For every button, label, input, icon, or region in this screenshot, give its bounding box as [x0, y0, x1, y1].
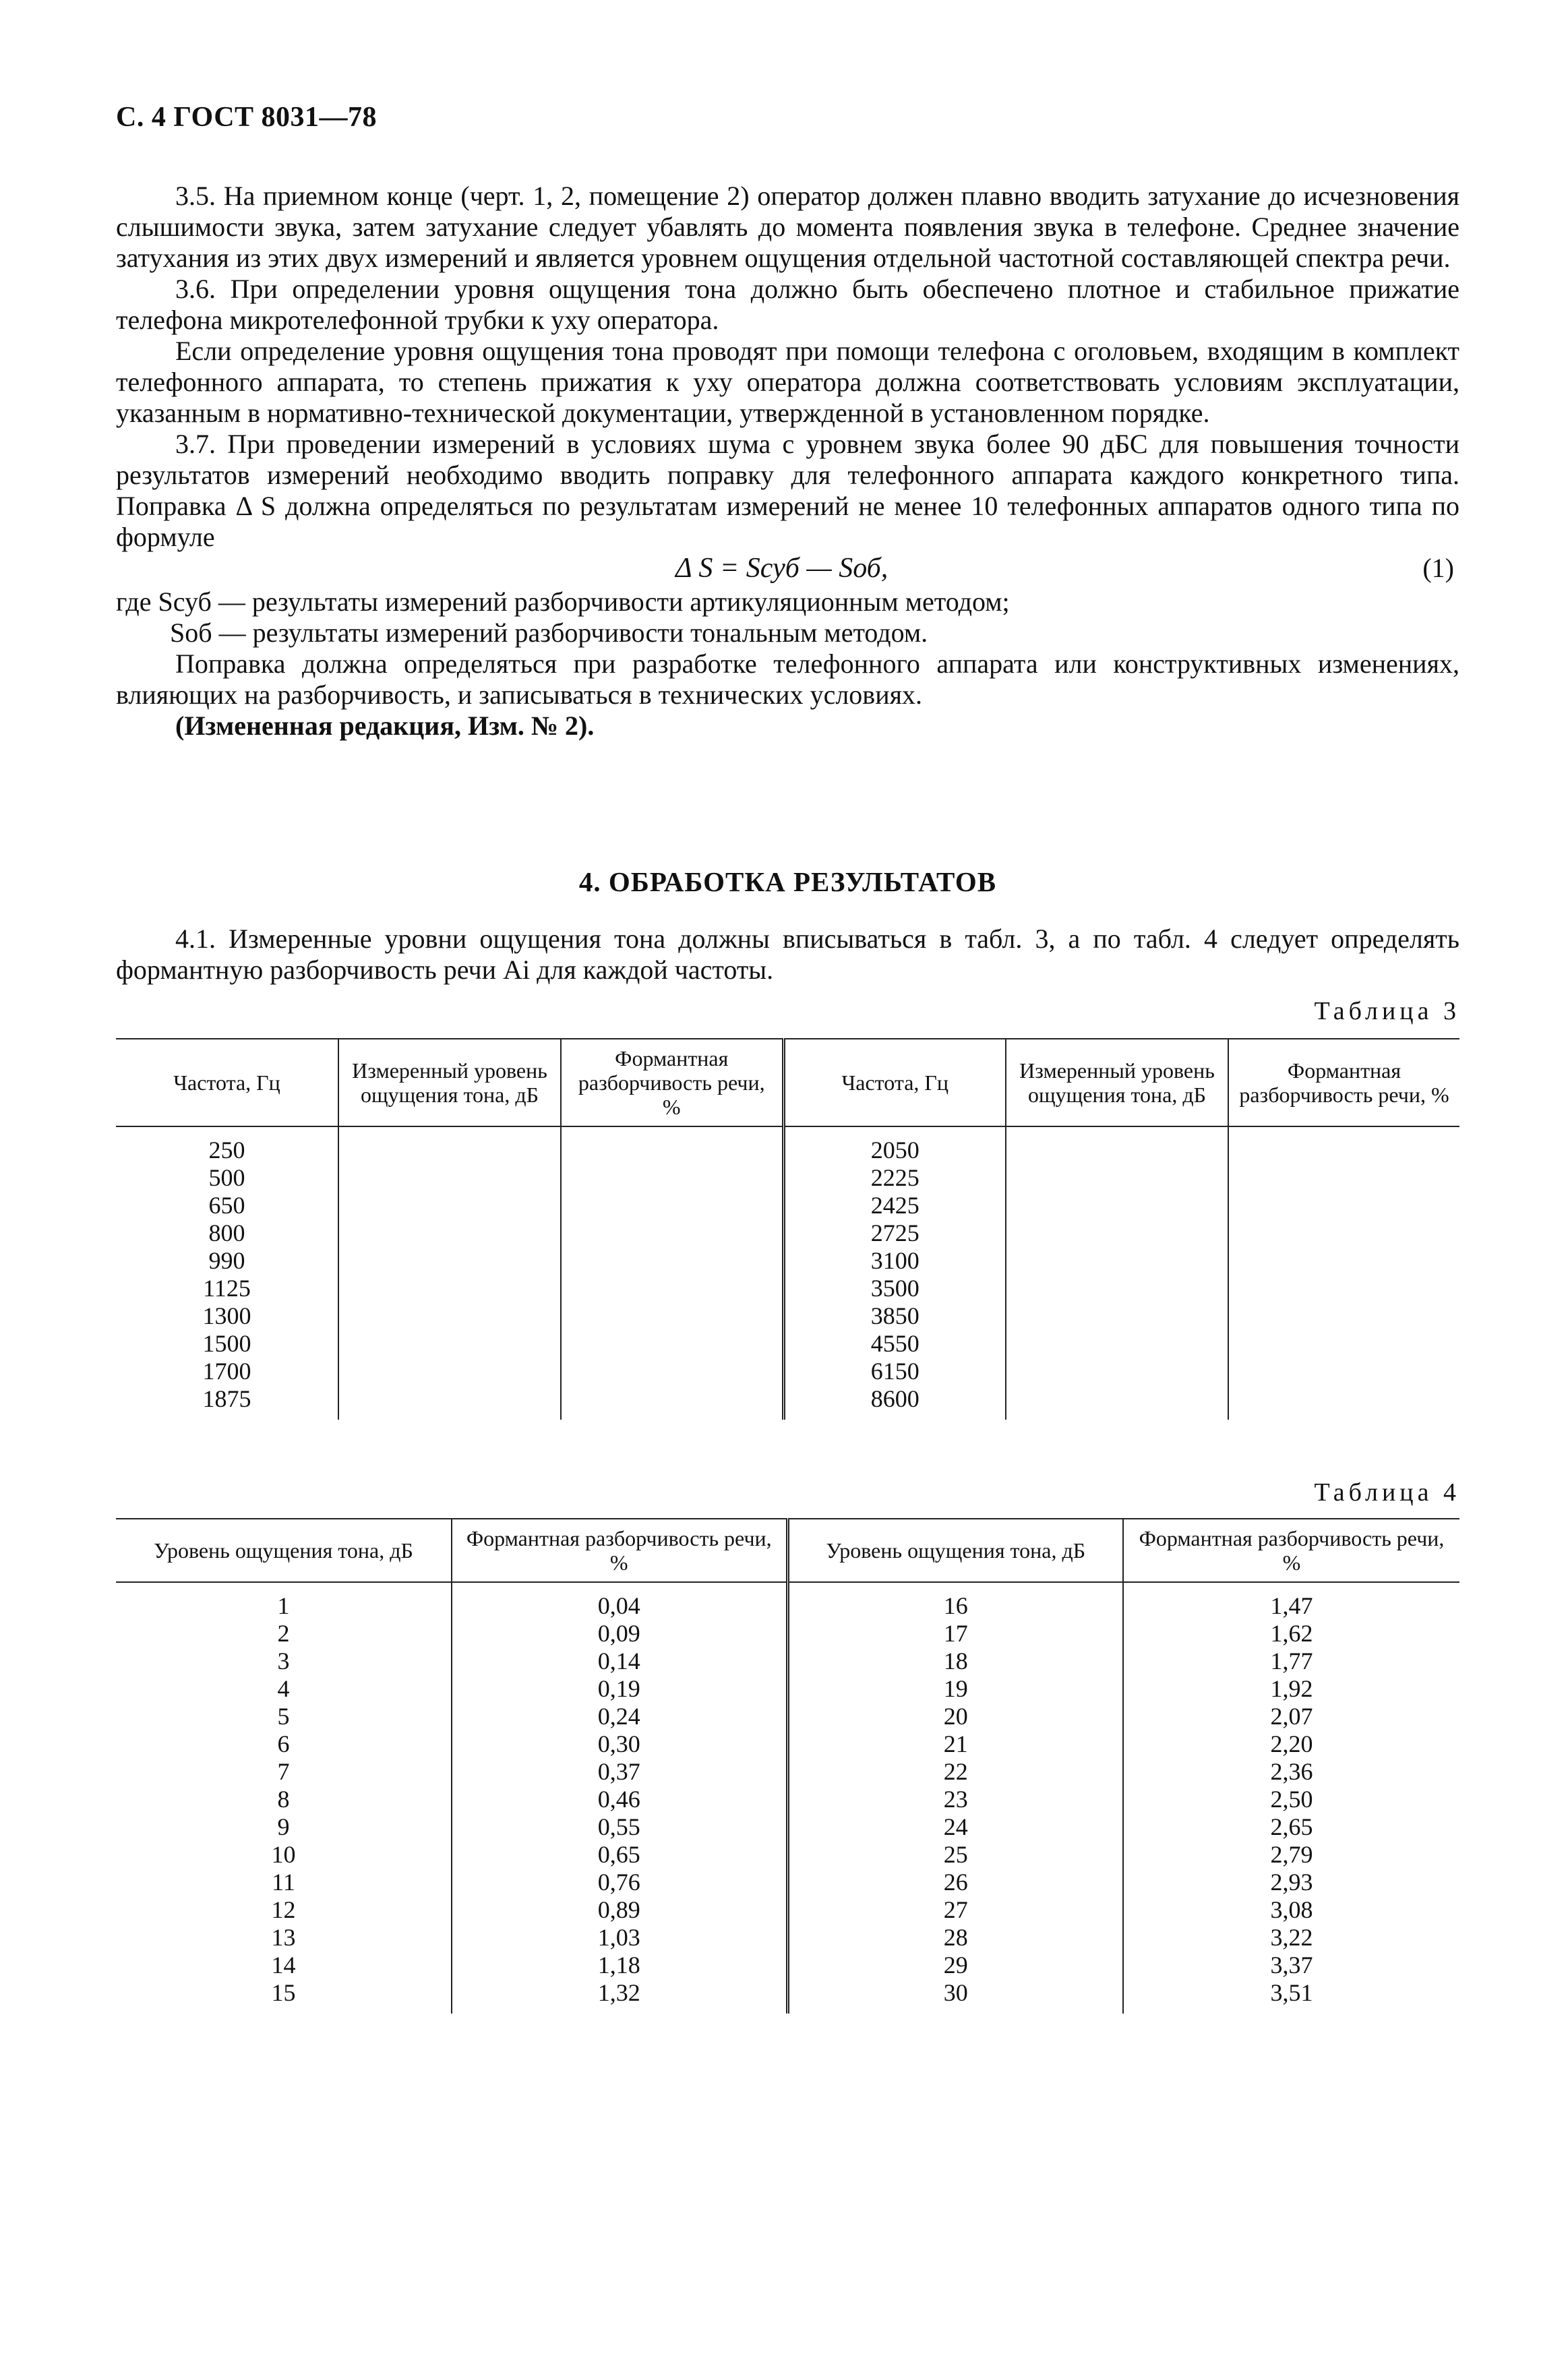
- table-cell: [338, 1275, 561, 1302]
- table-row: [116, 1647, 1459, 1675]
- table-4: [116, 1518, 1459, 2014]
- table-cell: [561, 1385, 783, 1420]
- table-3-header-row: [116, 1039, 1459, 1126]
- table-row: [116, 1703, 1459, 1730]
- table-cell: [338, 1192, 561, 1219]
- table-cell: 1500: [202, 1330, 251, 1357]
- where-line-1: где Sсуб — результаты измерений разборчивости артикуляционным методом;: [116, 586, 1010, 617]
- table-cell: [338, 1126, 561, 1164]
- table-cell: 22: [787, 1758, 1123, 1786]
- table-cell: 3850: [783, 1302, 1006, 1330]
- table-cell: 0,14: [452, 1647, 787, 1675]
- table-cell: [1006, 1192, 1228, 1219]
- table-cell: 0,19: [452, 1675, 787, 1703]
- table-cell: 1875: [202, 1385, 251, 1412]
- table-cell: [1228, 1192, 1459, 1219]
- paragraph-3-6-continued: Если определение уровня ощущения тона проводят при помощи телефона с оголовьем, входящим в комплект телефонного аппарата, то степень прижатия к уху оператора должна соответствовать условиям эксплуатации, указанным в нормативно-технической документации, утвержденной в установленном порядке.: [116, 336, 1459, 428]
- table-cell: 25: [787, 1841, 1123, 1869]
- table-cell: [338, 1330, 561, 1358]
- table-cell: 3,08: [1123, 1896, 1459, 1924]
- paragraph-3-7-continued: Поправка должна определяться при разработке телефонного аппарата или конструктивных изменениях, влияющих на разборчивость, и записываться в технических условиях.: [116, 648, 1459, 710]
- table-cell: 4: [277, 1675, 290, 1702]
- table-cell: 3500: [783, 1275, 1006, 1302]
- table-cell: [1006, 1302, 1228, 1330]
- table-cell: [1228, 1126, 1459, 1164]
- table-3-header-cell: Частота, Гц: [116, 1039, 338, 1126]
- table-cell: 0,24: [452, 1703, 787, 1730]
- table-cell: 1125: [203, 1275, 251, 1302]
- table-row: [116, 1813, 1459, 1841]
- table-cell: [1228, 1385, 1459, 1420]
- table-cell: 15: [271, 1979, 296, 2006]
- table-cell: 2,65: [1123, 1813, 1459, 1841]
- table-cell: 9: [277, 1813, 290, 1840]
- table-cell: 23: [787, 1786, 1123, 1813]
- table-cell: 1,47: [1123, 1582, 1459, 1620]
- table-cell: 2425: [783, 1192, 1006, 1219]
- paragraph-3-7: 3.7. При проведении измерений в условиях шума с уровнем звука более 90 дБС для повышения точности результатов измерений необходимо вводить поправку для телефонного аппарата каждого конкретного типа. Поправка Δ S должна определяться по результатам измерений не менее 10 телефонных аппаратов одного типа по формуле: [116, 429, 1459, 552]
- table-cell: 1,77: [1123, 1647, 1459, 1675]
- table-4-header-cell: Уровень ощущения тона, дБ: [787, 1519, 1123, 1582]
- table-cell: [1228, 1358, 1459, 1385]
- section-3-text: [116, 181, 1459, 742]
- table-cell: 2,93: [1123, 1869, 1459, 1896]
- table-cell: [338, 1247, 561, 1275]
- table-cell: 8600: [783, 1385, 1006, 1420]
- table-row: [116, 1675, 1459, 1703]
- table-cell: 0,37: [452, 1758, 787, 1786]
- table-cell: 6150: [783, 1358, 1006, 1385]
- table-cell: 12: [271, 1896, 296, 1923]
- table-row: [116, 1620, 1459, 1647]
- table-cell: [1006, 1126, 1228, 1164]
- amendment-note: (Измененная редакция, Изм. № 2).: [175, 711, 595, 741]
- table-cell: [1228, 1247, 1459, 1275]
- table-cell: 1: [277, 1592, 290, 1619]
- table-row: [116, 1358, 1459, 1385]
- table-row: [116, 1924, 1459, 1952]
- table-row: [116, 1841, 1459, 1869]
- table-cell: 24: [787, 1813, 1123, 1841]
- table-cell: 500: [208, 1164, 245, 1191]
- table-row: [116, 1330, 1459, 1358]
- table-3-header-cell: Формантная разборчивость речи, %: [561, 1039, 783, 1126]
- table-cell: 11: [272, 1869, 295, 1896]
- table-cell: [338, 1358, 561, 1385]
- table-row: [116, 1385, 1459, 1420]
- table-cell: 1,62: [1123, 1620, 1459, 1647]
- table-cell: [338, 1219, 561, 1247]
- table-cell: 1,32: [452, 1979, 787, 2014]
- table-cell: 2225: [783, 1164, 1006, 1192]
- table-cell: 3100: [783, 1247, 1006, 1275]
- table-cell: [561, 1126, 783, 1164]
- table-row: [116, 1247, 1459, 1275]
- table-row: [116, 1896, 1459, 1924]
- table-cell: 250: [208, 1137, 245, 1163]
- table-cell: 2,07: [1123, 1703, 1459, 1730]
- table-cell: 0,89: [452, 1896, 787, 1924]
- table-cell: 2725: [783, 1219, 1006, 1247]
- paragraph-3-6: 3.6. При определении уровня ощущения тона должно быть обеспечено плотное и стабильное прижатие телефона микротелефонной трубки к уху оператора.: [116, 274, 1459, 335]
- table-cell: 1300: [202, 1302, 251, 1329]
- table-cell: 2: [277, 1620, 290, 1647]
- table-row: [116, 1126, 1459, 1164]
- section-4-title: 4. ОБРАБОТКА РЕЗУЛЬТАТОВ: [578, 866, 997, 897]
- table-cell: [1006, 1247, 1228, 1275]
- table-row: [116, 1164, 1459, 1192]
- table-cell: 800: [208, 1219, 245, 1246]
- table-cell: [1228, 1164, 1459, 1192]
- table-cell: 4550: [783, 1330, 1006, 1358]
- table-4-header-row: [116, 1519, 1459, 1582]
- table-row: [116, 1582, 1459, 1620]
- table-cell: [561, 1330, 783, 1358]
- table-cell: 8: [277, 1786, 290, 1813]
- table-cell: 0,09: [452, 1620, 787, 1647]
- table-cell: [1006, 1358, 1228, 1385]
- table-cell: [1006, 1330, 1228, 1358]
- table-cell: 650: [208, 1192, 245, 1219]
- table-cell: 3,37: [1123, 1952, 1459, 1979]
- table-cell: 30: [787, 1979, 1123, 2014]
- table-cell: [561, 1275, 783, 1302]
- table-row: [116, 1275, 1459, 1302]
- table-cell: [561, 1358, 783, 1385]
- table-4-header-cell: Формантная разборчивость речи, %: [452, 1519, 787, 1582]
- where-line-2: Sоб — результаты измерений разборчивости тональным методом.: [170, 617, 928, 648]
- table-3-body: [116, 1126, 1459, 1420]
- table-cell: [1006, 1275, 1228, 1302]
- table-cell: [1228, 1330, 1459, 1358]
- table-row: [116, 1869, 1459, 1896]
- table-cell: 16: [787, 1582, 1123, 1620]
- table-row: [116, 1219, 1459, 1247]
- table-3-header-cell: Частота, Гц: [783, 1039, 1006, 1126]
- formula-line: [116, 553, 1459, 586]
- table-4-header-cell: Уровень ощущения тона, дБ: [116, 1519, 452, 1582]
- table-row: [116, 1730, 1459, 1758]
- table-4-caption: Таблица 4: [1314, 1478, 1460, 1507]
- table-cell: 19: [787, 1675, 1123, 1703]
- table-cell: 18: [787, 1647, 1123, 1675]
- table-3-header-cell: Формантная разборчивость речи, %: [1228, 1039, 1459, 1126]
- table-cell: 0,04: [452, 1582, 787, 1620]
- table-cell: [1228, 1219, 1459, 1247]
- table-4-header-cell: Формантная разборчивость речи, %: [1123, 1519, 1459, 1582]
- table-4-body: [116, 1582, 1459, 2014]
- table-cell: 2,50: [1123, 1786, 1459, 1813]
- table-cell: [338, 1164, 561, 1192]
- table-cell: 0,55: [452, 1813, 787, 1841]
- table-cell: 29: [787, 1952, 1123, 1979]
- table-cell: 2,79: [1123, 1841, 1459, 1869]
- table-cell: [561, 1192, 783, 1219]
- formula-number: (1): [1422, 553, 1454, 583]
- table-cell: 3,22: [1123, 1924, 1459, 1952]
- paragraph-4-1: 4.1. Измеренные уровни ощущения тона должны вписываться в табл. 3, а по табл. 4 следует определять формантную разборчивость речи Ai для каждой частоты.: [116, 924, 1459, 985]
- table-cell: [561, 1302, 783, 1330]
- table-cell: 21: [787, 1730, 1123, 1758]
- table-cell: 13: [271, 1924, 296, 1951]
- table-row: [116, 1786, 1459, 1813]
- table-row: [116, 1979, 1459, 2014]
- page-header: С. 4 ГОСТ 8031—78: [116, 102, 378, 133]
- table-cell: [338, 1385, 561, 1420]
- table-cell: 28: [787, 1924, 1123, 1952]
- table-cell: 7: [277, 1758, 290, 1785]
- paragraph-3-5: 3.5. На приемном конце (черт. 1, 2, помещение 2) оператор должен плавно вводить затухание до исчезновения слышимости звука, затем затухание следует убавлять до момента появления звука в телефоне. Среднее значение затухания из этих двух измерений и является уровнем ощущения отдельной частотной составляющей спектра речи.: [116, 181, 1459, 273]
- table-row: [116, 1302, 1459, 1330]
- table-cell: 2,20: [1123, 1730, 1459, 1758]
- table-cell: 0,76: [452, 1869, 787, 1896]
- table-cell: 5: [277, 1703, 290, 1730]
- table-cell: [561, 1247, 783, 1275]
- table-3: [116, 1038, 1459, 1420]
- table-cell: 26: [787, 1869, 1123, 1896]
- table-cell: 1700: [202, 1358, 251, 1385]
- table-cell: 6: [277, 1730, 290, 1757]
- table-cell: 990: [208, 1247, 245, 1274]
- table-cell: 0,46: [452, 1786, 787, 1813]
- table-cell: 20: [787, 1703, 1123, 1730]
- table-cell: 1,92: [1123, 1675, 1459, 1703]
- table-cell: [1006, 1385, 1228, 1420]
- table-cell: [1006, 1219, 1228, 1247]
- table-cell: 3: [277, 1647, 290, 1674]
- table-cell: 10: [271, 1841, 296, 1868]
- table-cell: [561, 1219, 783, 1247]
- table-cell: 0,65: [452, 1841, 787, 1869]
- table-row: [116, 1192, 1459, 1219]
- formula-explanation: [116, 586, 1459, 648]
- table-cell: 1,03: [452, 1924, 787, 1952]
- table-3-caption: Таблица 3: [1314, 997, 1460, 1025]
- table-cell: 14: [271, 1952, 296, 1978]
- table-cell: [1228, 1275, 1459, 1302]
- section-4-text: [116, 924, 1459, 986]
- table-3-header-cell: Измеренный уровень ощущения тона, дБ: [338, 1039, 561, 1126]
- table-cell: 2050: [783, 1126, 1006, 1164]
- table-cell: [1006, 1164, 1228, 1192]
- table-cell: [1228, 1302, 1459, 1330]
- table-cell: 2,36: [1123, 1758, 1459, 1786]
- table-row: [116, 1952, 1459, 1979]
- table-cell: 17: [787, 1620, 1123, 1647]
- table-3-header-cell: Измеренный уровень ощущения тона, дБ: [1006, 1039, 1228, 1126]
- table-cell: 0,30: [452, 1730, 787, 1758]
- table-cell: 1,18: [452, 1952, 787, 1979]
- formula: Δ S = Sсуб — Sоб,: [675, 553, 888, 584]
- table-cell: 3,51: [1123, 1979, 1459, 2014]
- table-cell: 27: [787, 1896, 1123, 1924]
- table-cell: [338, 1302, 561, 1330]
- table-row: [116, 1758, 1459, 1786]
- table-cell: [561, 1164, 783, 1192]
